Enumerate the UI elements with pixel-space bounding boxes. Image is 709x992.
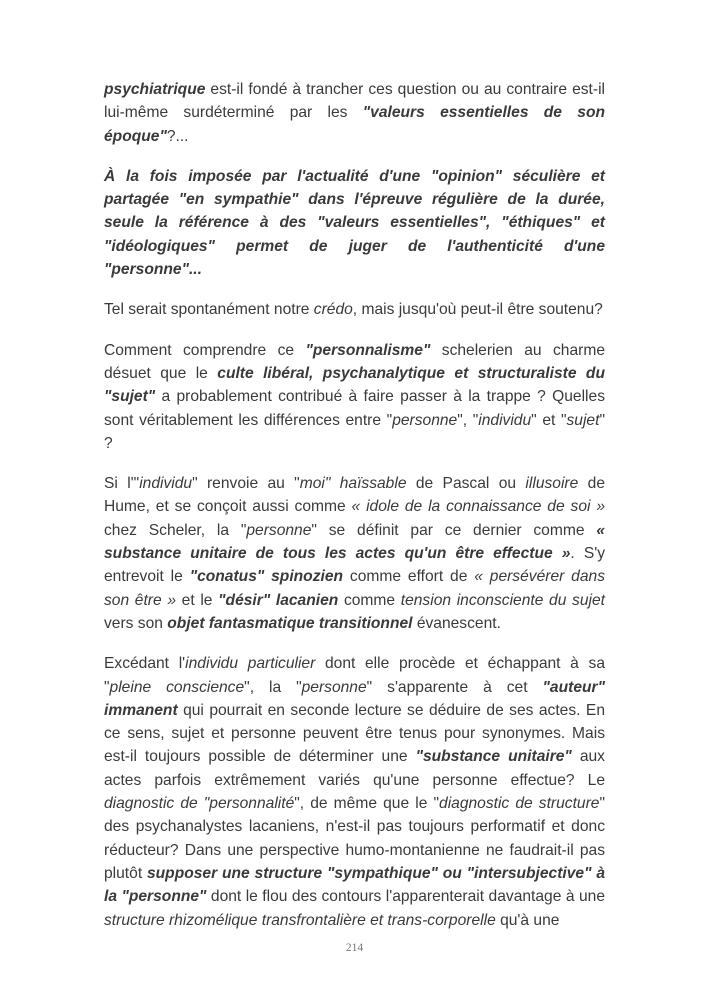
document-page bbox=[104, 78, 605, 949]
text-run: est-il fondé à trancher ces question ou au contraire est-il lui-même surdéterminé par les bbox=[104, 81, 605, 122]
italic-text: individu particulier bbox=[185, 655, 316, 673]
bold-italic-text: "personnalisme" bbox=[305, 341, 431, 359]
text-run: " des psychanalystes lacaniens, n'est-il pas toujours performatif et donc réducteur? Dans une perspective humo-montanienne ne faudrait-il pas plutôt bbox=[104, 795, 605, 882]
bold-italic-text: "substance unitaire" bbox=[415, 748, 572, 766]
text-run: de Pascal ou bbox=[406, 475, 526, 493]
italic-text: illusoire bbox=[525, 475, 579, 493]
text-run: ", la " bbox=[244, 678, 302, 696]
italic-text: pleine conscience bbox=[109, 678, 245, 696]
text-run: comme effort de bbox=[343, 568, 475, 586]
text-run: " se définit par ce dernier comme bbox=[311, 521, 597, 539]
bold-italic-text: "auteur" immanent bbox=[104, 678, 605, 719]
italic-text: structure rhizomélique transfrontalière et trans-corporelle bbox=[104, 911, 496, 929]
bold-italic-text: objet fantasmatique transitionnel bbox=[167, 614, 413, 632]
text-run: aux actes parfois extrêmement variés qu'une personne effectue? Le bbox=[104, 748, 605, 789]
text-run: qui pourrait en seconde lecture se déduire de ses actes. En ce sens, sujet et personne peuvent être tenus pour synonymes. Mais est-il toujours possible de déterminer une bbox=[104, 701, 605, 766]
bold-italic-text: "valeurs essentielles de son époque" bbox=[104, 104, 605, 145]
paragraph-6 bbox=[104, 652, 605, 932]
bold-italic-text: À la fois imposée par l'actualité d'une "opinion" séculière et partagée "en sympathie" dans l'épreuve régulière de la durée, seule la référence à des "valeurs essentielles", "éthiques" et "idéologiques" permet de juger de l'authenticité d'une "personne"... bbox=[104, 167, 605, 279]
italic-text: individu bbox=[478, 411, 532, 429]
text-run: évanescent. bbox=[412, 614, 501, 632]
text-run: de Hume, et se conçoit aussi comme bbox=[104, 475, 605, 516]
text-run: dont elle procède et échappant à sa " bbox=[104, 655, 605, 696]
bold-italic-text: psychiatrique bbox=[104, 81, 206, 98]
text-run: comme bbox=[338, 591, 401, 609]
text-run: chez Scheler, la " bbox=[104, 521, 247, 539]
text-run: . S'y entrevoit le bbox=[104, 545, 605, 586]
text-run: Si l'" bbox=[104, 475, 140, 493]
italic-text: « idole de la connaissance de soi » bbox=[351, 498, 605, 516]
italic-text: sujet bbox=[566, 411, 600, 429]
text-run: Comment comprendre ce bbox=[104, 341, 306, 359]
text-run: " renvoie au " bbox=[192, 475, 300, 493]
paragraph-2 bbox=[104, 165, 605, 281]
text-run: qu'à une bbox=[495, 911, 560, 929]
bold-italic-text: "désir" lacanien bbox=[218, 591, 339, 609]
bold-italic-text: "conatus" spinozien bbox=[189, 568, 344, 586]
text-run: ?... bbox=[166, 127, 189, 145]
text-run: schelerien au charme désuet que le bbox=[104, 341, 606, 382]
italic-text: personne bbox=[392, 411, 458, 429]
paragraph-4 bbox=[104, 339, 605, 455]
text-run: " et " bbox=[531, 411, 567, 429]
italic-text: personne bbox=[246, 521, 312, 539]
text-run: Excédant l' bbox=[104, 655, 186, 673]
italic-text: diagnostic de "personnalité bbox=[104, 795, 295, 813]
text-run: et le bbox=[176, 591, 219, 609]
bold-italic-text: culte libéral, psychanalytique et structuraliste du "sujet" bbox=[104, 364, 605, 406]
italic-text: crédo bbox=[313, 301, 353, 319]
text-run: ", de même que le " bbox=[294, 795, 440, 813]
text-run: vers son bbox=[104, 614, 168, 632]
italic-text: moi" haïssable bbox=[299, 475, 407, 493]
paragraph-3 bbox=[104, 298, 605, 321]
text-run: Tel serait spontanément notre bbox=[104, 301, 314, 319]
page-number: 214 bbox=[345, 942, 364, 954]
bold-italic-text: « substance unitaire de tous les actes qu'un être effectue » bbox=[104, 521, 605, 563]
paragraph-1 bbox=[104, 78, 605, 148]
italic-text: individu bbox=[139, 475, 193, 493]
text-run: dont le flou des contours l'apparenterait davantage à une bbox=[206, 888, 605, 906]
text-run: ", " bbox=[457, 411, 479, 429]
italic-text: diagnostic de structure bbox=[439, 795, 600, 813]
text-run: " s'apparente à cet bbox=[366, 678, 543, 696]
bold-italic-text: supposer une structure "sympathique" ou "intersubjective" à la "personne" bbox=[104, 864, 605, 906]
italic-text: personne bbox=[301, 678, 367, 696]
text-run: , mais jusqu'où peut-il être soutenu? bbox=[352, 301, 603, 319]
text-run: a probablement contribué à faire passer à la trappe ? Quelles sont véritablement les différences entre " bbox=[104, 388, 605, 429]
italic-text: tension inconsciente du sujet bbox=[400, 591, 605, 609]
italic-text: « persévérer dans son être » bbox=[104, 568, 605, 609]
paragraph-5 bbox=[104, 472, 605, 635]
text-run: " ? bbox=[104, 411, 605, 452]
